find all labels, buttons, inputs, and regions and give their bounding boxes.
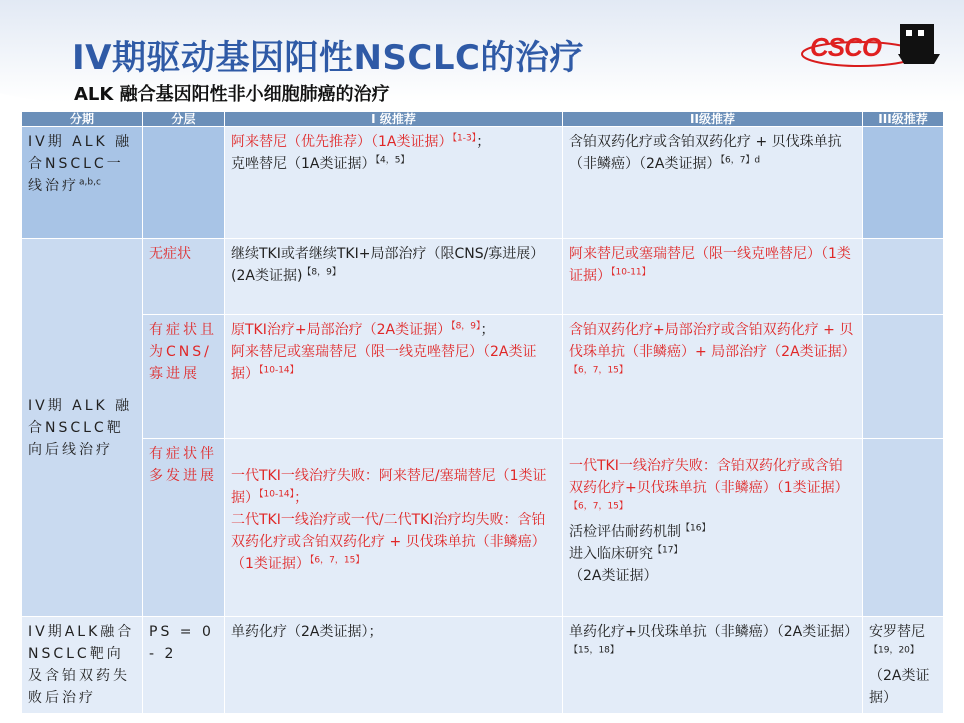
treatment-table xyxy=(21,111,944,714)
col-header-level3: III级推荐 xyxy=(863,112,944,127)
col-header-stage: 分期 xyxy=(22,112,143,127)
logo-text: CSCO xyxy=(810,32,882,62)
level3-cell xyxy=(863,439,944,617)
layer-cell: 有症状伴多发进展 xyxy=(143,439,225,617)
level2-cell: 阿来替尼或塞瑞替尼（限一线克唑替尼）（1类证据）$^{【10-11】}$ xyxy=(563,239,863,315)
layer-cell: PS = 0 - 2 xyxy=(143,617,225,714)
level1-cell: 继续TKI或者继续TKI+局部治疗（限CNS/寡进展）(2A类证据)$^{【8,9】}$ xyxy=(225,239,563,315)
table-row xyxy=(22,315,944,439)
layer-cell: 无症状 xyxy=(143,239,225,315)
level2-cell: 一代TKI一线治疗失败：含铂双药化疗或含铂双药化疗+贝伐珠单抗（非鳞癌）（1类证据）$^{【6,7,15】}$ 活检评估耐药机制$^{【16】}$ 进入临床研究$^{【17】}$ （2A类证据） xyxy=(563,439,863,617)
table-row xyxy=(22,127,944,239)
table-row xyxy=(22,239,944,315)
level3-cell: 安罗替尼 $^{【19,20】}$ （2A类证据） xyxy=(863,617,944,714)
csco-logo xyxy=(800,20,940,80)
col-header-level1: I 级推荐 xyxy=(225,112,563,127)
level1-cell: 原TKI治疗+局部治疗（2A类证据）$^{【8,9】}$； 阿来替尼或塞瑞替尼（限一线克唑替尼）（2A类证据）$^{【10-14】}$ xyxy=(225,315,563,439)
level2-cell: 含铂双药化疗+局部治疗或含铂双药化疗 + 贝伐珠单抗（非鳞癌）+ 局部治疗（2A类证据）$^{【6,7,15】}$ xyxy=(563,315,863,439)
level1-cell: 一代TKI一线治疗失败：阿来替尼/塞瑞替尼（1类证据）$^{【10-14】}$； 二代TKI一线治疗或一代/二代TKI治疗均失败：含铂双药化疗或含铂双药化疗 + 贝伐珠单抗（非鳞癌）（1类证据）$^{【6,7,15】}$ xyxy=(225,439,563,617)
level1-cell: 单药化疗（2A类证据）； xyxy=(225,617,563,714)
col-header-layer: 分层 xyxy=(143,112,225,127)
table-row xyxy=(22,617,944,714)
level3-cell xyxy=(863,239,944,315)
layer-cell xyxy=(143,127,225,239)
page-title: IV期驱动基因阳性NSCLC的治疗 xyxy=(72,38,584,78)
level3-cell xyxy=(863,315,944,439)
col-header-level2: II级推荐 xyxy=(563,112,863,127)
layer-cell: 有症状且为CNS/寡进展 xyxy=(143,315,225,439)
level1-cell: 阿来替尼（优先推荐）（1A类证据）$^{【1-3】}$； 克唑替尼（1A类证据）$^{【4,5】}$ xyxy=(225,127,563,239)
stage-cell: IV期ALK融合NSCLC靶向及含铂双药失败后治疗 xyxy=(22,617,143,714)
stage-cell: IV期 ALK 融合NSCLC靶向后线治疗 xyxy=(22,239,143,617)
level2-cell: 单药化疗+贝伐珠单抗（非鳞癌）（2A类证据）$^{【15,18】}$ xyxy=(563,617,863,714)
level2-cell: 含铂双药化疗或含铂双药化疗 + 贝伐珠单抗（非鳞癌）（2A类证据）$^{【6,7】d}$ xyxy=(563,127,863,239)
table-row xyxy=(22,439,944,617)
table-header-row xyxy=(22,112,944,127)
page-subtitle: ALK 融合基因阳性非小细胞肺癌的治疗 xyxy=(74,84,390,105)
stage-cell: IV期 ALK 融合NSCLC一线治疗$^{a,b,c}$ xyxy=(22,127,143,239)
level3-cell xyxy=(863,127,944,239)
